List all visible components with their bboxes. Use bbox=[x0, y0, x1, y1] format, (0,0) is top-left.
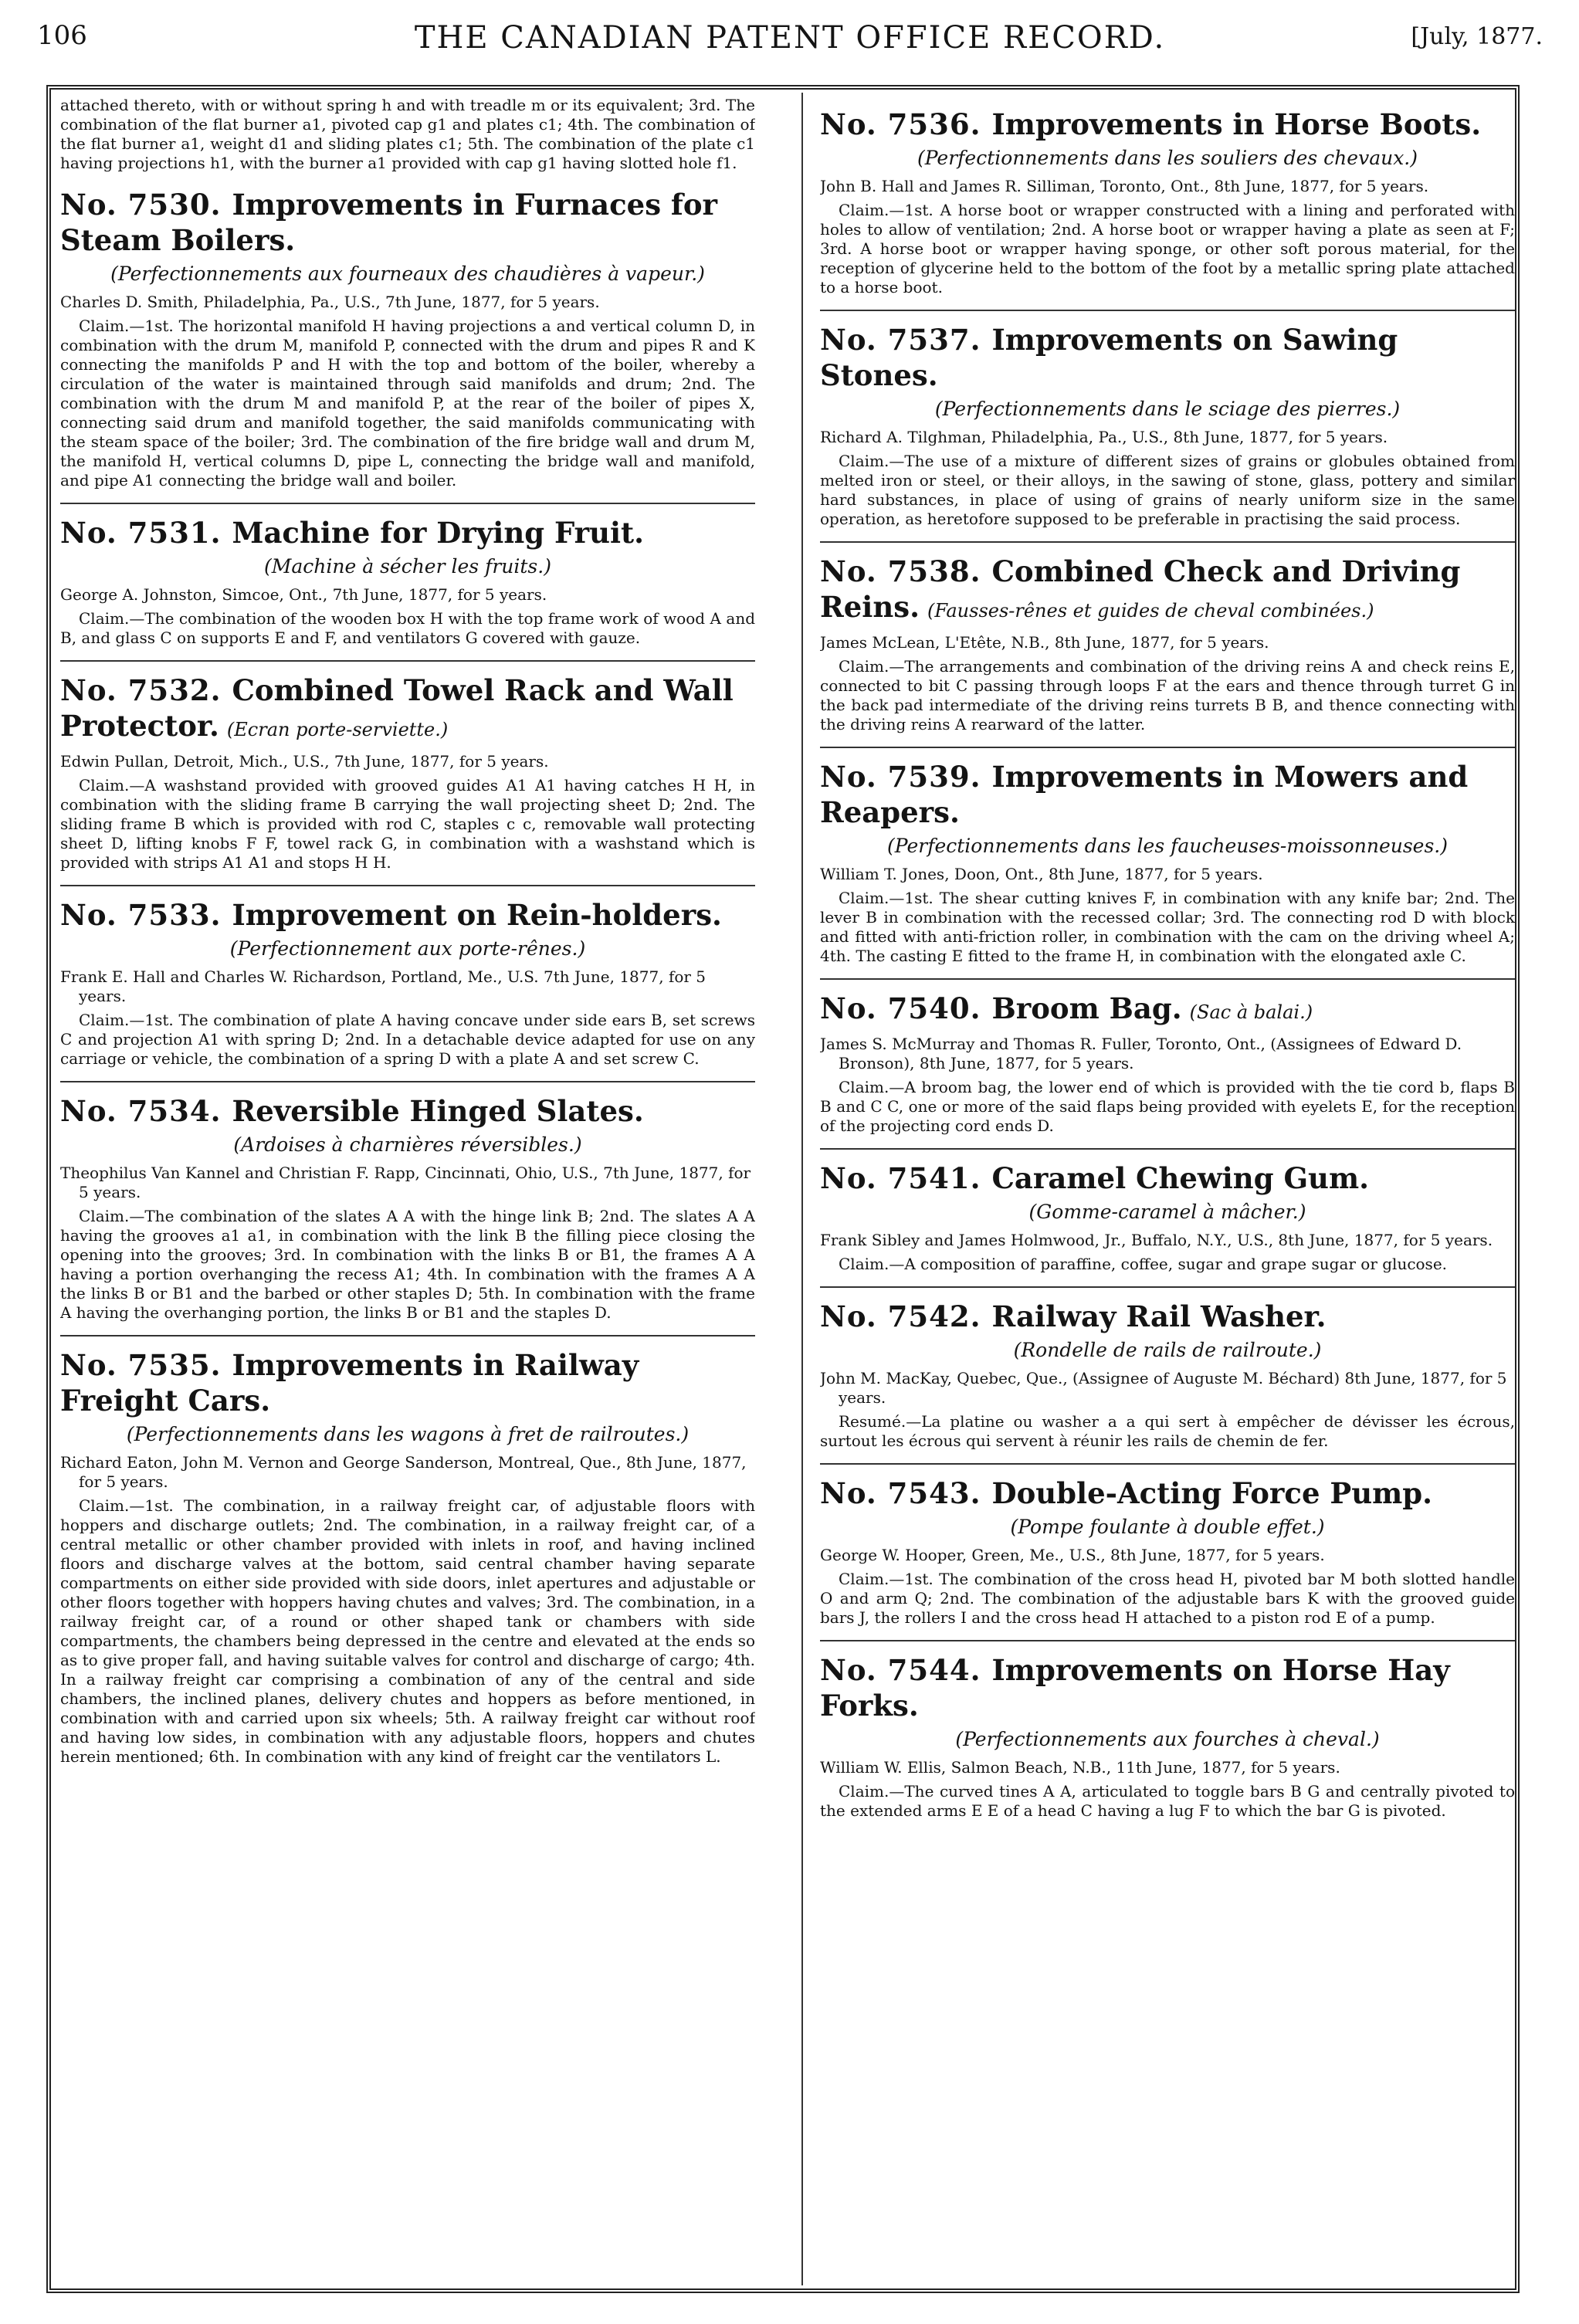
patent-entry bbox=[60, 187, 755, 504]
patent-heading bbox=[60, 897, 755, 933]
french-title: (Sac à balai.) bbox=[1189, 1001, 1313, 1023]
patent-number: No. 7532. bbox=[60, 673, 222, 707]
patent-title: Improvement on Rein-holders. bbox=[232, 898, 722, 932]
patent-title: Improvements on Sawing Stones. bbox=[820, 323, 1398, 392]
patent-heading bbox=[60, 187, 755, 258]
entry-separator bbox=[60, 503, 755, 504]
patent-heading bbox=[820, 107, 1515, 142]
patent-heading bbox=[820, 322, 1515, 393]
french-title: (Perfectionnements dans le sciage des pierres.) bbox=[934, 398, 1401, 420]
entry-separator bbox=[820, 978, 1515, 980]
french-title: (Fausses-rênes et guides de cheval combinées.) bbox=[927, 600, 1374, 622]
entry-separator bbox=[820, 1148, 1515, 1150]
claim-text: Claim.—The use of a mixture of different sizes of grains or globules obtained from melted iron or steel, or their alloys, in the sawing of stone, glass, pottery and similar hard substances, in place of using of grains of nearly uniform size in the same operation, as heretofore supposed to be preferable in practising the said process. bbox=[820, 452, 1515, 528]
patent-title: Improvements in Furnaces for Steam Boilers. bbox=[60, 188, 718, 257]
entry-separator bbox=[60, 660, 755, 662]
patent-entry bbox=[820, 991, 1515, 1150]
claim-text: Claim.—A composition of paraffine, coffee, sugar and grape sugar or glucose. bbox=[839, 1255, 1448, 1273]
running-head bbox=[37, 20, 1543, 66]
patent-heading bbox=[820, 554, 1515, 628]
patent-entry bbox=[820, 1652, 1515, 1821]
continued-claim-fragment: attached thereto, with or without spring h and with treadle m or its equivalent; 3rd. The combination of the flat burner a1, pivoted cap g1 and plates c1; 4th. The combination of the flat burner a1, weight d1 and sliding plates c1; 5th. The combination of the plate c1 having projections h1, with the burner a1 provided with cap g1 having slotted hole f1. bbox=[60, 96, 755, 172]
claim-text: Claim.—The curved tines A A, articulated to toggle bars B G and centrally pivoted to the extended arms E E of a head C having a lug F to which the bar G is pivoted. bbox=[820, 1782, 1515, 1820]
patent-number: No. 7540. bbox=[820, 991, 981, 1025]
patent-number: No. 7535. bbox=[60, 1348, 222, 1382]
patent-entry bbox=[820, 107, 1515, 311]
entry-separator bbox=[60, 1335, 755, 1336]
patent-heading bbox=[820, 1299, 1515, 1334]
patent-number: No. 7537. bbox=[820, 323, 981, 357]
claim-text: Claim.—1st. A horse boot or wrapper constructed with a lining and perforated with holes to allow of ventilation; 2nd. A horse boot or wrapper having a plate as seen at F; 3rd. A horse boot or wrapper having sponge, or other soft porous material, for the reception of glycerine held to the bottom of the foot by a metallic spring plate attached to a horse boot. bbox=[820, 201, 1515, 296]
patent-entry bbox=[820, 1299, 1515, 1465]
patent-heading bbox=[820, 1160, 1515, 1196]
patent-entry bbox=[60, 1093, 755, 1336]
french-title: (Ardoises à charnières réversibles.) bbox=[233, 1133, 582, 1156]
applicant-line: Frank Sibley and James Holmwood, Jr., Buffalo, N.Y., U.S., 8th June, 1877, for 5 years. bbox=[820, 1231, 1493, 1249]
patent-entry bbox=[820, 554, 1515, 748]
patent-number: No. 7542. bbox=[820, 1299, 981, 1333]
french-title: (Ecran porte-serviette.) bbox=[226, 719, 449, 740]
patent-number: No. 7536. bbox=[820, 107, 981, 141]
patent-entry bbox=[60, 1347, 755, 1767]
french-title: (Perfectionnements dans les souliers des chevaux.) bbox=[917, 147, 1418, 169]
patent-number: No. 7543. bbox=[820, 1476, 981, 1510]
patent-number: No. 7544. bbox=[820, 1653, 981, 1687]
patent-heading bbox=[820, 1475, 1515, 1511]
patent-title: Caramel Chewing Gum. bbox=[991, 1161, 1369, 1195]
patent-title: Improvements in Mowers and Reapers. bbox=[820, 760, 1469, 829]
patent-heading bbox=[820, 759, 1515, 830]
french-title: (Gomme-caramel à mâcher.) bbox=[1028, 1201, 1306, 1223]
applicant-line: George A. Johnston, Simcoe, Ont., 7th June, 1877, for 5 years. bbox=[60, 585, 547, 604]
french-title: (Perfectionnement aux porte-rênes.) bbox=[229, 937, 586, 960]
patent-number: No. 7531. bbox=[60, 516, 222, 550]
left-column bbox=[60, 96, 755, 2281]
applicant-line: Theophilus Van Kannel and Christian F. Rapp, Cincinnati, Ohio, U.S., 7th June, 1877, for 5 years. bbox=[60, 1164, 751, 1201]
applicant-line: Edwin Pullan, Detroit, Mich., U.S., 7th June, 1877, for 5 years. bbox=[60, 752, 549, 771]
issue-date: [July, 1877. bbox=[1411, 23, 1543, 50]
claim-text: Claim.—A broom bag, the lower end of which is provided with the tie cord b, flaps B B and C C, one or more of the said flaps being provided with eyelets E, for the reception of the projecting cord ends D. bbox=[820, 1078, 1515, 1135]
entry-separator bbox=[820, 1286, 1515, 1288]
patent-title: Improvements on Horse Hay Forks. bbox=[820, 1653, 1450, 1723]
french-title: (Perfectionnements dans les faucheuses-moissonneuses.) bbox=[887, 835, 1448, 857]
french-title: (Perfectionnements aux fourneaux des chaudières à vapeur.) bbox=[110, 263, 705, 285]
patent-number: No. 7533. bbox=[60, 898, 222, 932]
claim-text: Claim.—The combination of the slates A A with the hinge link B; 2nd. The slates A A having the grooves a1 a1, in combination with the link B the filling piece closing the opening into the grooves; 3rd. In combination with the links B or B1, the frames A A having a portion overhanging the recess A1; 4th. In combination with the frames A A the links B or B1 and the barbed or other staples D; 5th. In combination with the frame A having the overhanging portion, the links B or B1 and the staples D. bbox=[60, 1207, 755, 1322]
claim-text: Resumé.—La platine ou washer a a qui sert à empêcher de dévisser les écrous, surtout les écrous qui servent à réunir les rails de chemin de fer. bbox=[820, 1412, 1515, 1450]
patent-number: No. 7538. bbox=[820, 554, 981, 588]
patent-title: Improvements in Railway Freight Cars. bbox=[60, 1348, 639, 1418]
applicant-line: William T. Jones, Doon, Ont., 8th June, 1877, for 5 years. bbox=[820, 865, 1263, 883]
patent-number: No. 7539. bbox=[820, 760, 981, 794]
applicant-line: John M. MacKay, Quebec, Que., (Assignee of Auguste M. Béchard) 8th June, 1877, for 5 years. bbox=[820, 1369, 1507, 1407]
applicant-line: James S. McMurray and Thomas R. Fuller, Toronto, Ont., (Assignees of Edward D. Bronson), 8th June, 1877, for 5 years. bbox=[820, 1035, 1462, 1072]
applicant-line: William W. Ellis, Salmon Beach, N.B., 11th June, 1877, for 5 years. bbox=[820, 1758, 1340, 1777]
patent-entry bbox=[60, 672, 755, 886]
patent-title: Double-Acting Force Pump. bbox=[991, 1476, 1433, 1510]
entry-separator bbox=[820, 1463, 1515, 1465]
applicant-line: John B. Hall and James R. Silliman, Toronto, Ont., 8th June, 1877, for 5 years. bbox=[820, 177, 1429, 195]
applicant-line: George W. Hooper, Green, Me., U.S., 8th June, 1877, for 5 years. bbox=[820, 1546, 1325, 1564]
claim-text: Claim.—1st. The combination of plate A having concave under side ears B, set screws C and projection A1 with spring D; 2nd. In a detachable device adapted for use on any carriage or vehicle, the combination of a spring D with a plate A and set screw C. bbox=[60, 1011, 755, 1068]
applicant-line: Richard Eaton, John M. Vernon and George Sanderson, Montreal, Que., 8th June, 1877, for 5 years. bbox=[60, 1453, 747, 1491]
patent-heading bbox=[820, 1652, 1515, 1723]
applicant-line: James McLean, L'Etête, N.B., 8th June, 1877, for 5 years. bbox=[820, 633, 1269, 652]
page-number: 106 bbox=[37, 20, 87, 51]
claim-text: Claim.—The arrangements and combination of the driving reins A and check reins E, connected to bit C passing through loops F at the ears and thence through turret G in the back pad intermediate of the driving reins turrets B B, and thence connecting with the driving reins A rearward of the latter. bbox=[820, 657, 1515, 733]
french-title: (Machine à sécher les fruits.) bbox=[264, 555, 551, 578]
french-title: (Perfectionnements aux fourches à cheval.) bbox=[955, 1728, 1380, 1750]
applicant-line: Richard A. Tilghman, Philadelphia, Pa., U.S., 8th June, 1877, for 5 years. bbox=[820, 428, 1388, 446]
entry-separator bbox=[60, 1081, 755, 1082]
patent-title: Combined Check and Driving Reins. bbox=[820, 554, 1461, 624]
french-title: (Perfectionnements dans les wagons à fret de railroutes.) bbox=[126, 1423, 690, 1445]
applicant-line: Charles D. Smith, Philadelphia, Pa., U.S., 7th June, 1877, for 5 years. bbox=[60, 293, 600, 311]
patent-heading bbox=[60, 1347, 755, 1418]
patent-title: Railway Rail Washer. bbox=[991, 1299, 1327, 1333]
right-column bbox=[820, 96, 1515, 2281]
patent-title: Broom Bag. bbox=[991, 991, 1182, 1025]
patent-entry bbox=[60, 515, 755, 662]
right-patent-list bbox=[820, 107, 1515, 1821]
patent-entry bbox=[820, 1475, 1515, 1641]
patent-heading bbox=[60, 672, 755, 747]
patent-heading bbox=[820, 991, 1515, 1030]
left-patent-list bbox=[60, 187, 755, 1767]
entry-separator bbox=[820, 1640, 1515, 1641]
patent-title: Combined Towel Rack and Wall Protector. bbox=[60, 673, 734, 743]
entry-separator bbox=[820, 310, 1515, 311]
patent-entry bbox=[60, 897, 755, 1082]
french-title: (Pompe foulante à double effet.) bbox=[1010, 1516, 1325, 1538]
journal-title: THE CANADIAN PATENT OFFICE RECORD. bbox=[414, 20, 1166, 56]
entry-separator bbox=[820, 541, 1515, 543]
entry-separator bbox=[820, 747, 1515, 748]
claim-text: Claim.—1st. The horizontal manifold H having projections a and vertical column D, in combination with the drum M, manifold P, connected with the drum and pipes R and K connecting the manifolds P and H with the top and bottom of the boiler, whereby a circulation of the water is maintained through said manifolds and drum; 2nd. The combination with the drum M and manifold P, at the rear of the boiler of pipes X, connecting said drum and manifold together, the said manifolds communicating with the steam space of the boiler; 3rd. The combination of the fire bridge wall and drum M, the manifold H, vertical columns D, pipe L, connecting the bridge wall and manifold, and pipe A1 connecting the bridge wall and boiler. bbox=[60, 317, 755, 490]
patent-title: Improvements in Horse Boots. bbox=[991, 107, 1482, 141]
patent-heading bbox=[60, 515, 755, 551]
patent-title: Machine for Drying Fruit. bbox=[232, 516, 645, 550]
claim-text: Claim.—1st. The combination, in a railway freight car, of adjustable floors with hoppers and discharge outlets; 2nd. The combination, in a railway freight car, of a central metallic or other chamber provided with inlets in roof, and having inclined floors and discharge valves at the bottom, said central chamber having separate compartments on either side provided with side doors, inlet apertures and adjustable or other floors together with hoppers having chutes and valves; 3rd. The combination, in a railway freight car, of a round or other shaped tank or chambers with side compartments, the chambers being depressed in the centre and elevated at the ends so as to give proper fall, and having suitable valves for control and discharge of cargo; 4th. In a railway freight car comprising a combination of any of the central and side chambers, the inclined planes, delivery chutes and hoppers as before mentioned, in combination with and carried upon six wheels; 5th. A railway freight car without roof and having low sides, in combination with any adjustable floors, hoppers and chutes herein mentioned; 6th. In combination with any kind of freight car the ventilators L. bbox=[60, 1496, 755, 1766]
claim-text: Claim.—1st. The combination of the cross head H, pivoted bar M both slotted handle O and arm Q; 2nd. The combination of the adjustable bars K with the grooved guide bars J, the rollers I and the cross head H attached to a piston rod E of a pump. bbox=[820, 1570, 1515, 1627]
patent-entry bbox=[820, 1160, 1515, 1288]
claim-text: Claim.—The combination of the wooden box H with the top frame work of wood A and B, and glass C on supports E and F, and ventilators G covered with gauze. bbox=[60, 609, 755, 647]
patent-entry bbox=[820, 759, 1515, 980]
claim-text: Claim.—A washstand provided with grooved guides A1 A1 having catches H H, in combination with the sliding frame B carrying the wall projecting sheet D; 2nd. The sliding frame B which is provided with rod C, staples c c, removable wall protecting sheet D, lifting knobs F F, towel rack G, in combination with a washstand which is provided with strips A1 A1 and stops H H. bbox=[60, 776, 755, 872]
patent-heading bbox=[60, 1093, 755, 1129]
patent-number: No. 7541. bbox=[820, 1161, 981, 1195]
patent-number: No. 7534. bbox=[60, 1094, 222, 1128]
french-title: (Rondelle de rails de railroute.) bbox=[1013, 1339, 1322, 1361]
claim-text: Claim.—1st. The shear cutting knives F, in combination with any knife bar; 2nd. The lever B in combination with the recessed collar; 3rd. The connecting rod D with block and fitted with anti-friction roller, in combination with the cam on the driving wheel A; 4th. The casting E fitted to the frame H, in combination with the elongated axle C. bbox=[820, 889, 1515, 965]
column-divider bbox=[801, 93, 803, 2285]
applicant-line: Frank E. Hall and Charles W. Richardson, Portland, Me., U.S. 7th June, 1877, for 5 years. bbox=[60, 967, 706, 1005]
patent-number: No. 7530. bbox=[60, 188, 222, 222]
patent-entry bbox=[820, 322, 1515, 543]
entry-separator bbox=[60, 885, 755, 886]
patent-title: Reversible Hinged Slates. bbox=[232, 1094, 644, 1128]
